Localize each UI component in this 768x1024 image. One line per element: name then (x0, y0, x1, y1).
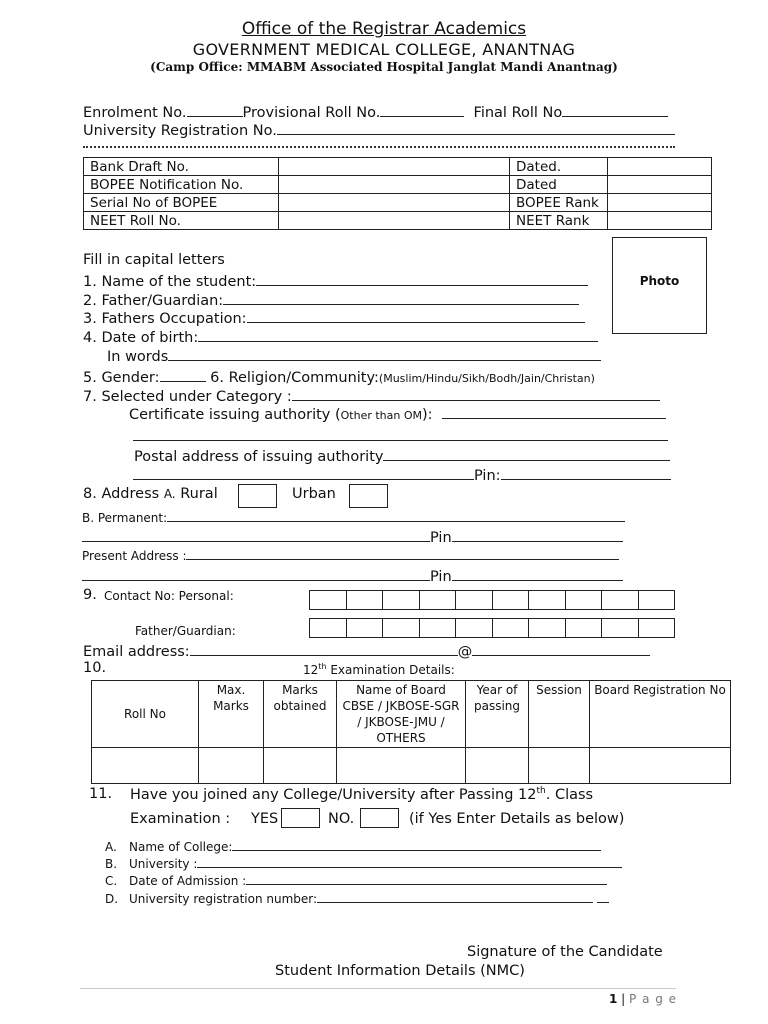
cell-roll-no[interactable] (92, 748, 199, 784)
info-cell-input[interactable] (608, 176, 712, 194)
item-label: University : (129, 857, 198, 871)
table-header-row (92, 681, 731, 748)
email-label: Email address: (83, 644, 190, 660)
info-cell-label: Bank Draft No. (84, 158, 279, 176)
dotted-divider (83, 140, 675, 148)
university-input[interactable] (197, 855, 622, 868)
final-roll-label: Final Roll No (473, 105, 563, 121)
cell-year-of-passing[interactable] (466, 748, 529, 784)
postal-pin-row (133, 465, 671, 484)
q11-text-post: . Class (545, 786, 594, 803)
header-max-marks: Max. Marks (199, 681, 264, 748)
info-cell-label: Dated (510, 176, 608, 194)
header-roll-no: Roll No (92, 681, 199, 748)
header-line1: Office of the Registrar Academics (241, 19, 527, 39)
q11-text-pre: Have you joined any College/University after Passing 12 (130, 786, 537, 803)
present-row (82, 547, 619, 563)
permanent-label: B. Permanent: (82, 511, 168, 525)
cert-authority-input[interactable] (442, 404, 666, 419)
category-input[interactable] (292, 386, 660, 401)
info-cell-input[interactable] (279, 158, 510, 176)
info-cell-input[interactable] (608, 158, 712, 176)
q7-row (83, 386, 660, 405)
q3-label: 3. Fathers Occupation: (83, 311, 247, 327)
digit-box[interactable] (309, 590, 347, 610)
info-cell-label: BOPEE Notification No. (84, 176, 279, 194)
q8-row (83, 486, 218, 502)
footer-title: Student Information Details (NMC) (275, 963, 525, 979)
permanent-pin-row (82, 527, 623, 546)
page-number (609, 992, 677, 1006)
digit-box[interactable] (493, 618, 530, 638)
q10-number: 10. (83, 660, 107, 676)
q1-row (83, 271, 588, 290)
admission-date-input[interactable] (246, 872, 607, 885)
exam-title-pre: 12 (303, 663, 319, 677)
item-letter: A. (105, 840, 117, 854)
cert-authority-label: Certificate issuing authority ( (129, 407, 341, 423)
digit-box[interactable] (420, 618, 457, 638)
permanent-address-input[interactable] (167, 509, 625, 522)
header-board-name: Name of Board CBSE / JKBOSE-SGR / JKBOSE-JMU / OTHERS (337, 681, 466, 748)
item-label: University registration number: (129, 892, 318, 906)
photo-label: Photo (639, 274, 680, 288)
digit-box[interactable] (602, 590, 639, 610)
page-sep: | (617, 992, 630, 1006)
q11-item-a (105, 838, 601, 854)
digit-box[interactable] (347, 590, 384, 610)
q11-number: 11. (89, 786, 113, 802)
religion-options: (Muslim/Hindu/Sikh/Bodh/Jain/Christan) (378, 372, 595, 385)
contact-label: Contact No: Personal: (104, 589, 234, 603)
fill-caps-note: Fill in capital letters (83, 252, 225, 268)
digit-box[interactable] (383, 590, 420, 610)
cell-session[interactable] (529, 748, 590, 784)
yes-label: YES (251, 811, 279, 827)
father-name-input[interactable] (223, 290, 579, 305)
at-sign: @ (457, 644, 473, 660)
table-row (84, 212, 712, 230)
item-letter: B. (105, 857, 118, 871)
gender-input[interactable] (160, 367, 206, 382)
digit-box[interactable] (456, 590, 493, 610)
header-line2: GOVERNMENT MEDICAL COLLEGE, ANANTNAG (192, 40, 576, 59)
q11-text-sup: th (536, 786, 546, 796)
rural-checkbox[interactable] (238, 484, 277, 508)
university-reg-row (83, 120, 675, 139)
father-occupation-input[interactable] (247, 308, 585, 323)
cell-marks-obtained[interactable] (264, 748, 337, 784)
q4-row (83, 327, 598, 346)
postal-line2-input[interactable] (133, 465, 474, 480)
father-phone-boxes[interactable] (309, 618, 675, 638)
digit-box[interactable] (347, 618, 384, 638)
digit-box[interactable] (566, 590, 603, 610)
enrolment-input[interactable] (187, 102, 243, 117)
header-line3: (Camp Office: MMABM Associated Hospital Janglat Mandi Anantnag) (150, 60, 618, 74)
father-contact-label: Father/Guardian: (135, 624, 236, 638)
provisional-label: Provisional Roll No. (242, 105, 381, 121)
q9-number: 9. (83, 587, 97, 603)
digit-box[interactable] (529, 590, 566, 610)
header-session: Session (529, 681, 590, 748)
cell-board-name[interactable] (337, 748, 466, 784)
present-pin-row (82, 566, 623, 585)
info-cell-label: NEET Rank (510, 212, 608, 230)
enrolment-label: Enrolment No. (83, 105, 187, 121)
digit-box[interactable] (456, 618, 493, 638)
q5-row (83, 367, 595, 386)
q4-label: 4. Date of birth: (83, 330, 199, 346)
digit-box[interactable] (383, 618, 420, 638)
provisional-input[interactable] (380, 102, 464, 117)
digit-box[interactable] (566, 618, 603, 638)
q11-exam-label: Examination : (130, 811, 231, 827)
present-address-line2[interactable] (82, 566, 430, 581)
digit-box[interactable] (420, 590, 457, 610)
table-row (84, 158, 712, 176)
info-cell-label: NEET Roll No. (84, 212, 279, 230)
college-name-input[interactable] (232, 838, 601, 851)
item-label: Name of College: (129, 840, 233, 854)
urban-label: Urban (292, 486, 336, 502)
urban-checkbox[interactable] (349, 484, 388, 508)
q2-row (83, 290, 579, 309)
q1-label: 1. Name of the student: (83, 274, 257, 290)
info-cell-input[interactable] (608, 194, 712, 212)
permanent-address-line2[interactable] (82, 527, 430, 542)
table-row (84, 176, 712, 194)
permanent-row (82, 509, 625, 525)
digit-box[interactable] (309, 618, 347, 638)
footer-divider (80, 988, 676, 989)
cell-max-marks[interactable] (199, 748, 264, 784)
present-pin-input[interactable] (452, 566, 623, 581)
university-reg-number-extra[interactable] (597, 890, 609, 903)
exam-title (303, 662, 455, 677)
info-cell-input[interactable] (279, 176, 510, 194)
info-cell-label: BOPEE Rank (510, 194, 608, 212)
present-label: Present Address : (82, 549, 187, 563)
university-reg-input[interactable] (277, 120, 675, 135)
header-year-of-passing: Year of passing (466, 681, 529, 748)
q6-label: 6. Religion/Community: (210, 370, 379, 386)
q11-item-b (105, 855, 622, 871)
page-num: 1 (609, 992, 618, 1006)
postal-row (134, 446, 670, 465)
permanent-pin-input[interactable] (452, 527, 623, 542)
info-table (83, 157, 712, 230)
q11-text (130, 786, 593, 803)
digit-box[interactable] (639, 618, 676, 638)
postal-input[interactable] (383, 446, 670, 461)
q5-label: 5. Gender: (83, 370, 160, 386)
info-cell-input[interactable] (279, 212, 510, 230)
no-label: NO. (328, 811, 355, 827)
info-cell-label: Dated. (510, 158, 608, 176)
cert-other-note: Other than OM (340, 409, 423, 422)
final-roll-input[interactable] (562, 102, 668, 117)
pin-label: Pin: (474, 468, 501, 484)
dob-words-input[interactable] (168, 346, 601, 361)
university-reg-label: University Registration No. (83, 123, 277, 139)
rural-label: Rural (180, 486, 218, 502)
cell-board-registration[interactable] (590, 748, 731, 784)
q8-label: 8. Address (83, 486, 160, 502)
signature-label: Signature of the Candidate (467, 944, 663, 960)
item-label: Date of Admission : (129, 874, 247, 888)
email-domain-input[interactable] (472, 641, 650, 656)
info-cell-input[interactable] (608, 212, 712, 230)
item-letter: C. (105, 874, 118, 888)
digit-box[interactable] (493, 590, 530, 610)
dob-input[interactable] (198, 327, 598, 342)
cert-authority-end: ): (422, 407, 433, 423)
student-name-input[interactable] (256, 271, 588, 286)
cert-authority-row (129, 404, 666, 423)
postal-label: Postal address of issuing authority (134, 449, 384, 465)
page-label: P a g e (629, 992, 678, 1006)
postal-pin-input[interactable] (501, 465, 671, 480)
q3-row (83, 308, 585, 327)
cert-authority-line2[interactable] (133, 440, 668, 441)
yes-checkbox[interactable] (281, 808, 320, 828)
exam-title-sup: th (318, 662, 327, 671)
table-row (92, 748, 731, 784)
permanent-pin-label: Pin (430, 530, 452, 546)
info-cell-input[interactable] (279, 194, 510, 212)
q11-item-d (105, 890, 609, 906)
photo-box[interactable] (612, 237, 707, 334)
exam-title-post: Examination Details: (326, 663, 455, 677)
q11-note: (if Yes Enter Details as below) (409, 811, 625, 827)
present-address-input[interactable] (186, 547, 619, 560)
header-board-registration: Board Registration No (590, 681, 731, 748)
info-cell-label: Serial No of BOPEE (84, 194, 279, 212)
in-words-label: In words (107, 349, 169, 365)
q2-label: 2. Father/Guardian: (83, 293, 224, 309)
exam-table (91, 680, 731, 784)
university-reg-number-input[interactable] (317, 890, 593, 903)
present-pin-label: Pin (430, 569, 452, 585)
email-user-input[interactable] (190, 641, 458, 656)
q8-a-label: A. (163, 487, 176, 501)
no-checkbox[interactable] (360, 808, 399, 828)
q11-item-c (105, 872, 607, 888)
email-row (83, 641, 650, 660)
in-words-row (107, 346, 601, 365)
q7-label: 7. Selected under Category : (83, 389, 292, 405)
digit-box[interactable] (602, 618, 639, 638)
personal-phone-boxes[interactable] (309, 590, 675, 610)
header-marks-obtained: Marks obtained (264, 681, 337, 748)
item-letter: D. (105, 892, 119, 906)
table-row (84, 194, 712, 212)
digit-box[interactable] (639, 590, 676, 610)
digit-box[interactable] (529, 618, 566, 638)
enrolment-row (83, 102, 668, 121)
